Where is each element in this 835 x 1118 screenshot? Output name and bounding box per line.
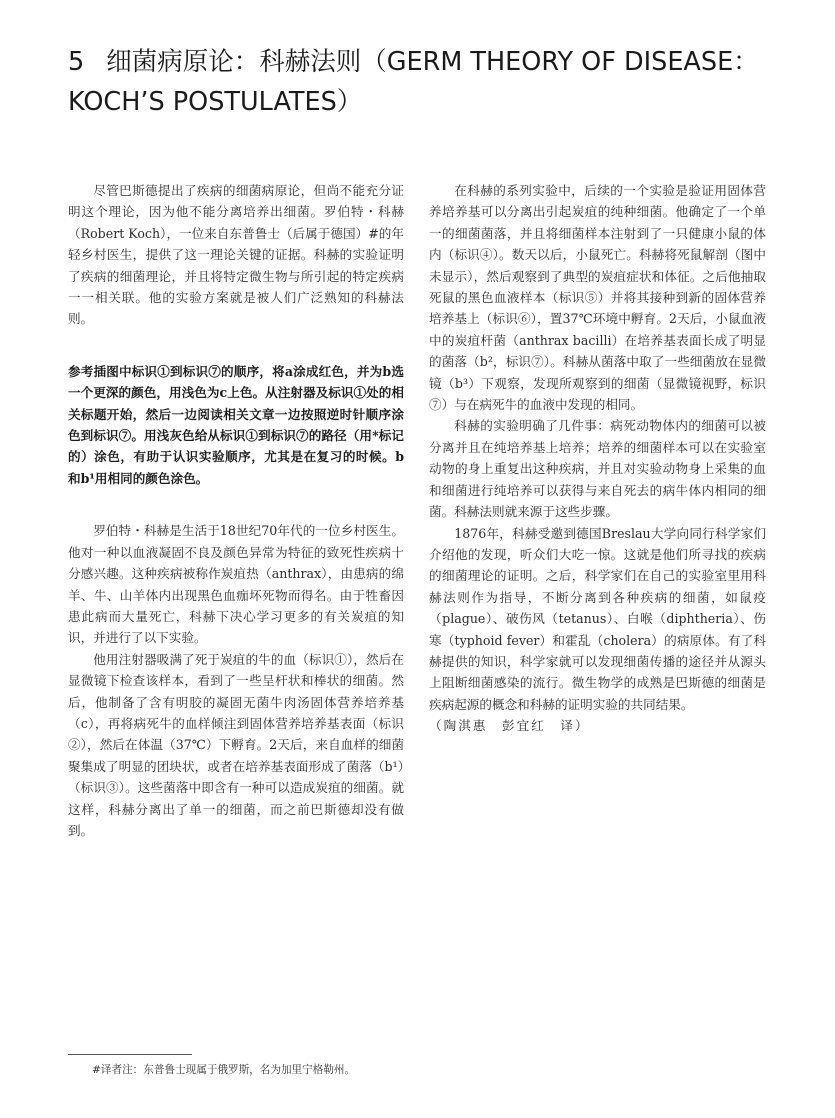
footnote: #译者注：东普鲁士现属于俄罗斯，名为加里宁格勒州。 (92, 1064, 356, 1076)
history-paragraph: 1876年，科赫受邀到德国Breslau大学向同行科学家们介绍他的发现，听众们大吃一惊。这就是他们所寻找的疾病的细菌理论的证明。之后，科学家们在自己的实验室里用科赫法则作为指导，不断分离到各种疾病的细菌，如鼠疫（plague）、破伤风（tetanus）、白喉（diphtheria）、伤寒（typhoid fever）和霍乱（cholera）的病原体。有了科赫提供的知识，科学家就可以发现细菌传播的途径并从源头上阻断细菌感染的流行。微生物学的成熟是巴斯德的细菌是疾病起源的概念和科赫的证明实验的共同结果。 (429, 525, 766, 712)
left-column (68, 180, 404, 841)
chapter-number: 5 (68, 47, 85, 77)
koch-background-paragraph: 罗伯特・科赫是生活于18世纪70年代的一位乡村医生。他对一种以血液凝固不良及颜色异常为特征的致死性疾病十分感兴趣。这种疾病被称作炭疽热（anthrax），由患病的绵羊、牛、山羊体内出现黑色血痂坏死物而得名。由于牲畜因患此病而大量死亡，科赫下决心学习更多的有关炭疽的知识，并进行了以下实验。 (68, 523, 404, 646)
chapter-heading (68, 42, 788, 122)
experiment-paragraph: 他用注射器吸满了死于炭疽的牛的血（标识①），然后在显微镜下检查该样本，看到了一些呈杆状和棒状的细菌。然后，他制备了含有明胶的凝固无菌牛肉汤固体营养培养基（c），再将病死牛的血样倾注到固体营养培养基表面（标识②），然后在体温（37℃）下孵育。2天后，来自血样的细菌聚集成了明显的团块状，或者在培养基表面形成了菌落（b¹）（标识③）。这些菌落中即含有一种可以造成炭疽的细菌。就这样，科赫分离出了单一的细菌，而之前巴斯德却没有做到。 (68, 651, 404, 838)
translator-credit: （陶淇惠 彭宜红 译） (429, 718, 590, 734)
footnote-divider (68, 1054, 192, 1055)
right-column (429, 180, 766, 737)
conclusions-paragraph: 科赫的实验明确了几件事：病死动物体内的细菌可以被分离并且在纯培养基上培养；培养的细菌样本可以在实验室动物的身上重复出这种疾病，并且对实验动物身上采集的血和细菌进行纯培养可以获得与来自死去的病牛体内相同的细菌。科赫法则就来源于这些步骤。 (429, 418, 766, 520)
heading-line-1: 细菌病原论：科赫法则（GERM THEORY OF DISEASE： (106, 47, 759, 77)
coloring-instruction: 参考插图中标识①到标识⑦的顺序，将a涂成红色，并为b选一个更深的颜色，用浅色为c上色。从注射器及标识①处的相关标题开始，然后一边阅读相关文章一边按照逆时针顺序涂色到标识⑦。用浅灰色给从标识①到标识⑦的路径（用*标记的）涂色，有助于认识实验顺序，尤其是在复习的时候。b和b¹用相同的颜色涂色。 (68, 363, 404, 486)
heading-line-2: KOCH’S POSTULATES） (68, 87, 363, 117)
intro-paragraph: 尽管巴斯德提出了疾病的细菌病原论，但尚不能充分证明这个理论，因为他不能分离培养出细菌。罗伯特・科赫（Robert Koch），一位来自东普鲁士（后属于德国）#的年轻乡村医生，提供了这一理论关键的证据。科赫的实验证明了疾病的细菌理论，并且将特定微生物与所引起的特定疾病一一相关联。他的实验方案就是被人们广泛熟知的科赫法则。 (68, 183, 404, 327)
followup-experiment-paragraph: 在科赫的系列实验中，后续的一个实验是验证用固体营养培养基可以分离出引起炭疽的纯种细菌。他确定了一个单一的细菌菌落，并且将细菌样本注射到了一只健康小鼠的体内（标识④）。数天以后，小鼠死亡。科赫将死鼠解剖（图中未显示），然后观察到了典型的炭疽症状和体征。之后他抽取死鼠的黑色血液样本（标识⑤）并将其接种到新的固体营养培养基上（标识⑥），置37℃环境中孵育。2天后，小鼠血液中的炭疽杆菌（anthrax bacilli）在培养基表面长成了明显的菌落（b²，标识⑦）。科赫从菌落中取了一些细菌放在显微镜（b³）下观察，发现所观察到的细菌（显微镜视野，标识⑦）与在病死牛的血液中发现的相同。 (429, 183, 766, 413)
